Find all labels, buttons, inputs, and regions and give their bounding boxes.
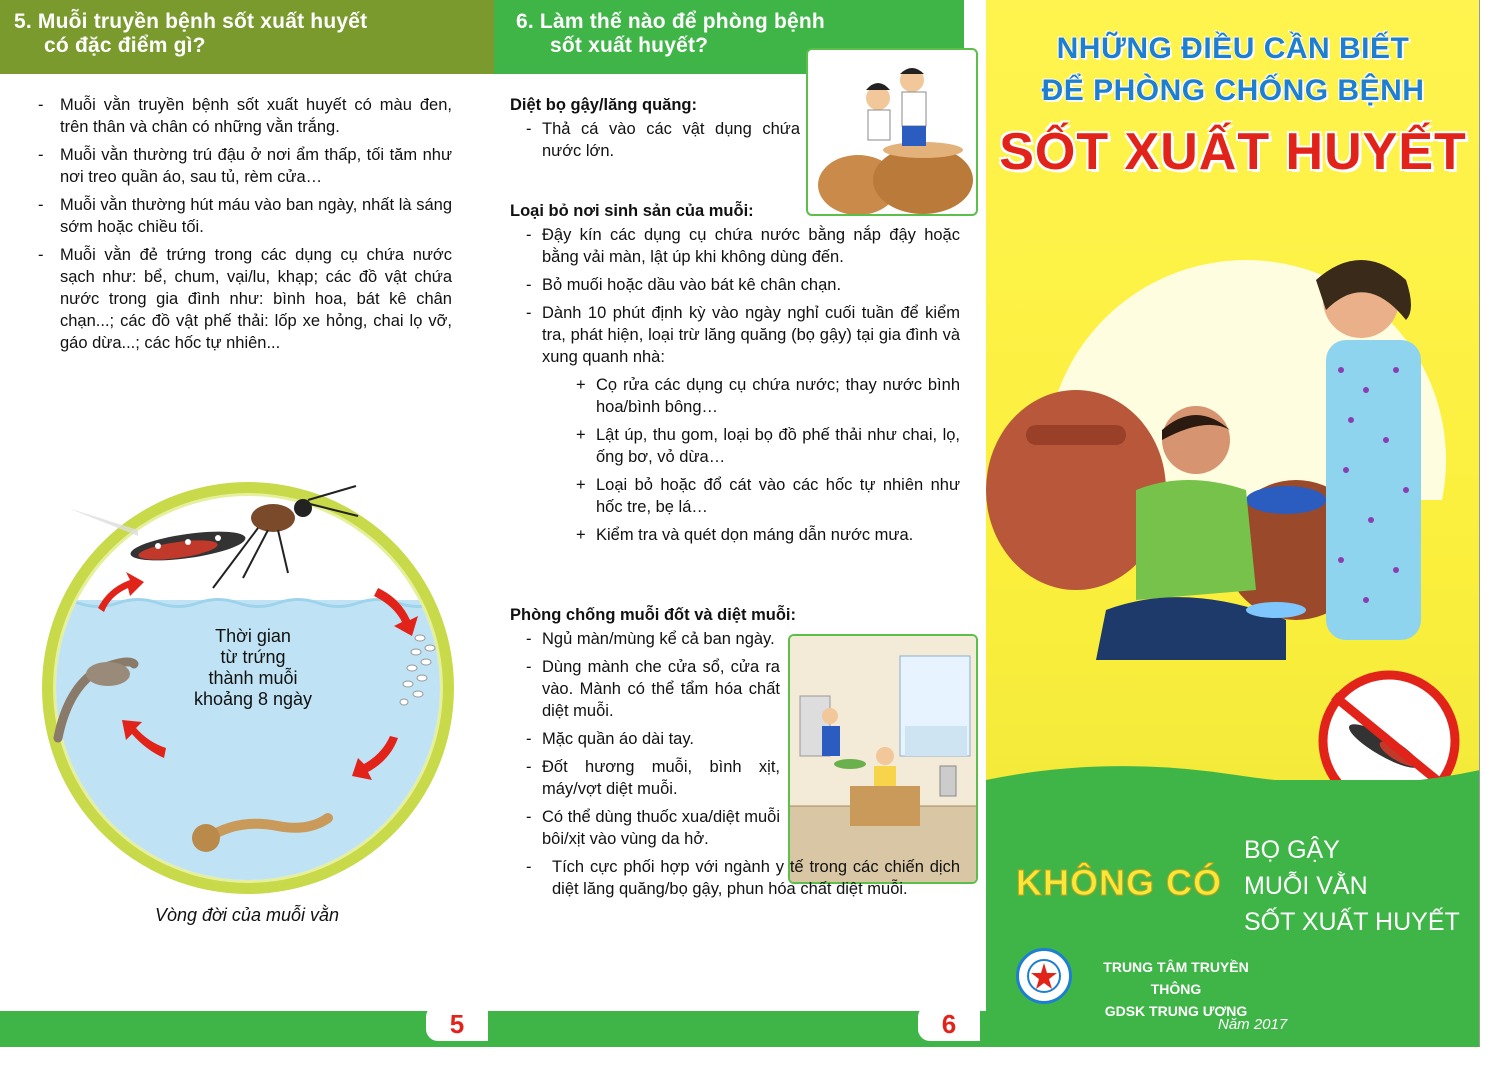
section-title: Diệt bọ gậy/lăng quăng:: [510, 96, 698, 114]
list-item: - Đậy kín các dụng cụ chứa nước bằng nắp đậy hoặc bằng vải màn, lật úp khi không dùng đến.: [510, 224, 960, 268]
bottom-margin: [0, 1047, 1500, 1083]
life-cycle-illustration: [38, 438, 458, 900]
sub-list-item: + Lật úp, thu gom, loại bọ đồ phế thải như chai, lọ, ống bơ, vỏ dừa…: [510, 424, 960, 468]
list-item: - Có thể dùng thuốc xua/diệt muỗi bôi/xịt vào vùng da hở.: [510, 806, 780, 850]
page-number-5: 5: [426, 1005, 488, 1041]
panel-6-footer-bar: [494, 1011, 986, 1047]
header-line-2: có đặc điểm gì?: [44, 34, 206, 57]
panel-mosquito-characteristics: [0, 0, 494, 1047]
children-water-jar-illustration: [806, 48, 978, 216]
no-item-larvae: BỌ GẬY: [1244, 836, 1340, 864]
section-prevent-bites: [510, 604, 960, 906]
sub-list-item: + Kiểm tra và quét dọn máng dẫn nước mưa.: [510, 524, 960, 546]
sub-list-item: + Cọ rửa các dụng cụ chứa nước; thay nước bình hoa/bình bông…: [510, 374, 960, 418]
no-item-mosquito: MUỖI VẰN: [1244, 872, 1368, 900]
list-item: - Muỗi vằn thường trú đậu ở nơi ẩm thấp, tối tăm như nơi treo quần áo, sau tủ, rèm cửa…: [38, 144, 452, 188]
section-kill-larvae: [510, 94, 800, 168]
list-item: - Ngủ màn/mùng kể cả ban ngày.: [510, 628, 780, 650]
cover-subtitle: NHỮNG ĐIỀU CẦN BIẾT ĐỂ PHÒNG CHỐNG BỆNH: [1041, 32, 1425, 107]
page-number-6: 6: [918, 1005, 980, 1041]
no-text: KHÔNG CÓ: [1016, 862, 1222, 903]
publication-year: Năm 2017: [1218, 1016, 1288, 1033]
ministry-logo: [1016, 948, 1072, 1004]
life-cycle-caption: Vòng đời của muỗi vằn: [155, 905, 339, 925]
list-item: - Thả cá vào các vật dụng chứa nước lớn.: [510, 118, 800, 162]
header-number: 5.: [14, 10, 32, 33]
list-item: - Dùng mành che cửa sổ, cửa ra vào. Mành có thể tẩm hóa chất diệt muỗi.: [510, 656, 780, 722]
cover-main-title: SỐT XUẤT HUYẾT: [999, 123, 1467, 181]
list-item: - Muỗi vằn truyền bệnh sốt xuất huyết có màu đen, trên thân và chân có những vằn trắng.: [38, 94, 452, 138]
list-item: - Bỏ muối hoặc dầu vào bát kê chân chạn.: [510, 274, 960, 296]
panel-prevention: [494, 0, 986, 1047]
section-remove-breeding-sites: [510, 200, 960, 552]
characteristics-list: [38, 94, 452, 360]
list-item: - Mặc quần áo dài tay.: [510, 728, 780, 750]
cover-panel: [986, 0, 1480, 1047]
no-item-dengue: SỐT XUẤT HUYẾT: [1244, 908, 1460, 936]
section-title: Phòng chống muỗi đốt và diệt muỗi:: [510, 606, 796, 624]
trim-line: [1479, 0, 1480, 1047]
header-line-2: sốt xuất huyết?: [550, 34, 709, 57]
list-item: - Đốt hương muỗi, bình xịt, máy/vợt diệt muỗi.: [510, 756, 780, 800]
list-item: - Tích cực phối hợp với ngành y tế trong các chiến dịch diệt lăng quăng/bọ gậy, phun hóa chất diệt muỗi.: [510, 856, 960, 900]
header-line-1: Muỗi truyền bệnh sốt xuất huyết: [37, 10, 368, 33]
header-line-1: Làm thế nào để phòng bệnh: [539, 10, 825, 33]
list-item: - Muỗi vằn đẻ trứng trong các dụng cụ chứa nước sạch như: bể, chum, vại/lu, khạp; các đồ vật chứa nước trong gia đình như: bình hoa, bát kê chân chạn...; các đồ vật phế thải: lốp xe hỏng, chai lọ vỡ, gáo dừa...; các hốc tự nhiên...: [38, 244, 452, 354]
panel-5-footer-bar: [0, 1011, 494, 1047]
cycle-duration-text: Thời gian từ trứng thành muỗi khoảng 8 ngày: [193, 626, 313, 709]
family-water-jar-illustration: [986, 240, 1480, 700]
sub-list-item: + Loại bỏ hoặc đổ cát vào các hốc tự nhiên như hốc tre, bẹ lá…: [510, 474, 960, 518]
header-number: 6.: [516, 10, 534, 33]
no-items-list: [1244, 832, 1460, 940]
organization-name: TRUNG TÂM TRUYỀN THÔNG GDSK TRUNG ƯƠNG: [1103, 959, 1249, 1019]
section-title: Loại bỏ nơi sinh sản của muỗi:: [510, 202, 754, 220]
list-item: - Muỗi vằn thường hút máu vào ban ngày, nhất là sáng sớm hoặc chiều tối.: [38, 194, 452, 238]
panel-5-header: [0, 0, 494, 74]
list-item: - Dành 10 phút định kỳ vào ngày nghỉ cuối tuần để kiểm tra, phát hiện, loại trừ lăng quăng (bọ gậy) tại gia đình và xung quanh nhà:: [510, 302, 960, 368]
